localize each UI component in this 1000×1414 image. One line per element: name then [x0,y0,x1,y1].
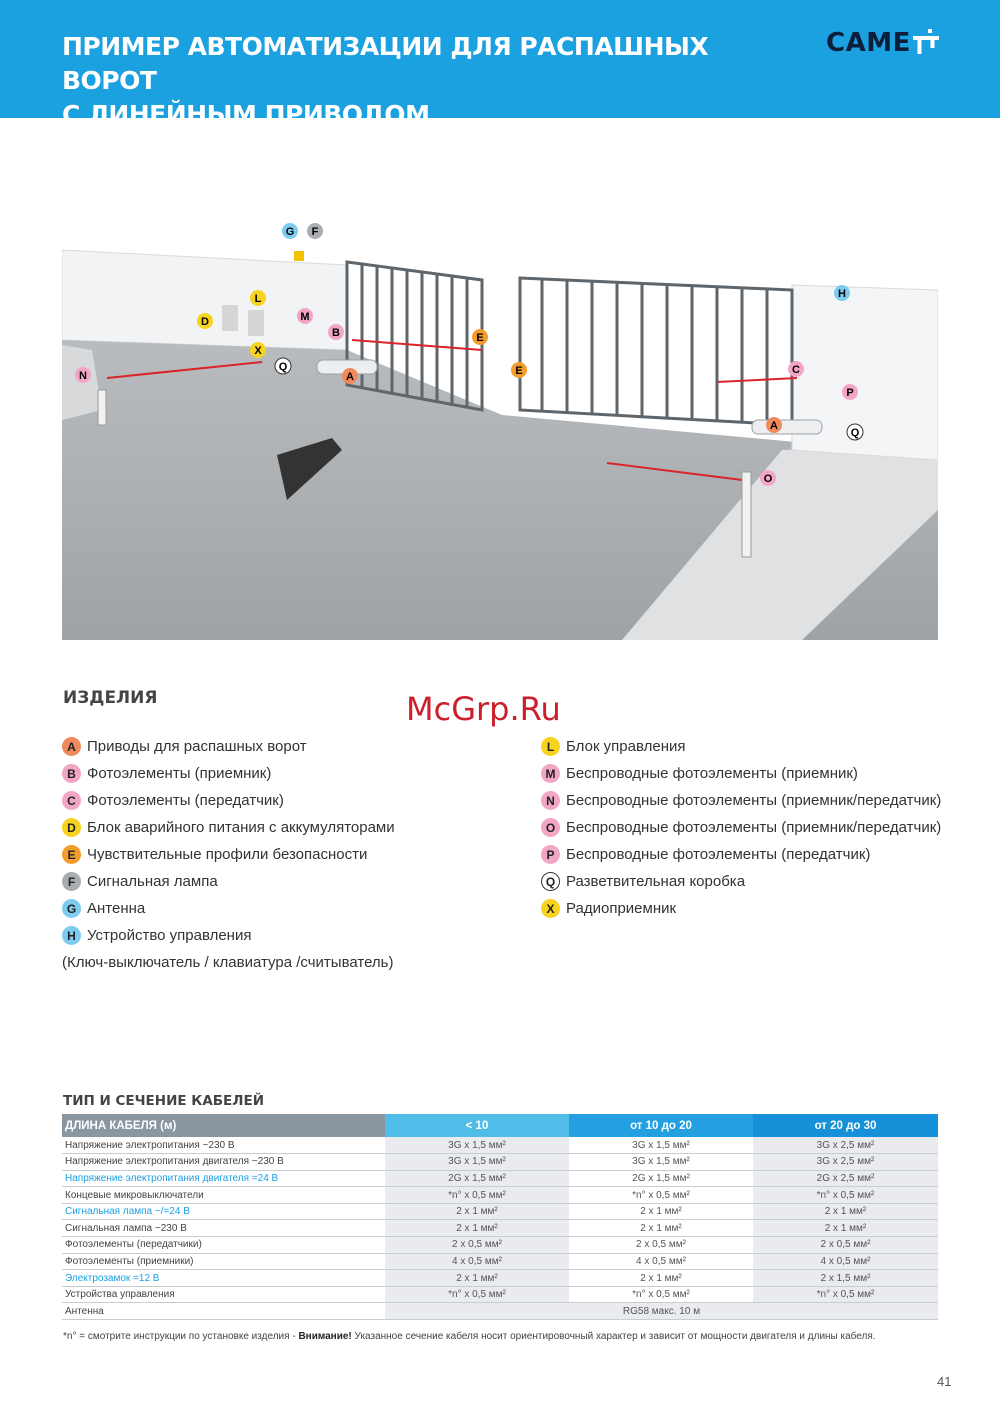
svg-text:Q: Q [278,361,288,373]
svg-text:E: E [515,365,523,377]
row-label: Напряжение электропитания ~230 В [62,1137,385,1154]
column-header: от 20 до 30 [753,1114,938,1137]
brand-logo: CAME [826,28,911,58]
svg-text:M: M [300,311,310,323]
watermark: McGrp.Ru [406,690,561,728]
table-cell: 2G x 2,5 мм² [753,1170,938,1187]
product-item [62,895,522,922]
footnote-rest: Указанное сечение кабеля носит ориентировочный характер и зависит от мощности двигателя и длины кабеля. [354,1331,876,1342]
svg-text:C: C [792,364,800,376]
svg-text:D: D [201,316,209,328]
table-cell: 2 x 0,5 мм² [753,1237,938,1254]
cables-title: ТИП И СЕЧЕНИЕ КАБЕЛЕЙ [63,1093,265,1109]
table-cell: *n° x 0,5 мм² [385,1187,569,1204]
table-row [62,1137,938,1154]
table-cell: 3G x 1,5 мм² [569,1137,753,1154]
products-title: ИЗДЕЛИЯ [63,688,158,708]
footnote [63,1331,876,1342]
page-title-line-2: С ЛИНЕЙНЫМ ПРИВОДОМ [62,100,430,129]
product-item [541,733,961,760]
column-header: ДЛИНА КАБЕЛЯ (м) [62,1114,385,1137]
table-cell: 2G x 1,5 мм² [569,1170,753,1187]
product-item [541,787,961,814]
svg-text:X: X [254,345,262,357]
svg-text:P: P [846,387,854,399]
products-list-left [62,733,522,976]
product-label: Чувствительные профили безопасности [87,846,368,863]
table-cell: 4 x 0,5 мм² [569,1253,753,1270]
svg-text:G: G [285,226,295,238]
table-cell: 2G x 1,5 мм² [385,1170,569,1187]
row-label: Фотоэлементы (приемники) [62,1253,385,1270]
product-label: Беспроводные фотоэлементы (приемник/передатчик) [566,792,942,809]
product-label: Фотоэлементы (приемник) [87,765,272,782]
table-cell: 2 x 1 мм² [569,1203,753,1220]
table-cell: 4 x 0,5 мм² [753,1253,938,1270]
product-label: Разветвительная коробка [566,873,746,890]
svg-text:Q: Q [850,427,860,439]
row-label: Концевые микровыключатели [62,1187,385,1204]
svg-text:A: A [346,371,354,383]
gate-automation-illustration [62,210,938,640]
product-badge: B [62,764,81,783]
product-item [62,868,522,895]
product-item [541,841,961,868]
svg-text:A: A [770,420,778,432]
column-header: < 10 [385,1114,569,1137]
page-title [62,30,762,132]
product-label: Антенна [87,900,146,917]
table-row [62,1286,938,1303]
table-row [62,1154,938,1171]
table-row [62,1170,938,1187]
product-badge: A [62,737,81,756]
table-cell: 3G x 2,5 мм² [753,1154,938,1171]
product-badge: P [541,845,560,864]
product-item [541,814,961,841]
product-item [541,895,961,922]
table-row [62,1270,938,1287]
svg-text:B: B [332,327,340,339]
row-label: Напряжение электропитания двигателя ~230 В [62,1154,385,1171]
table-row [62,1220,938,1237]
table-cell: *n° x 0,5 мм² [753,1286,938,1303]
table-row [62,1187,938,1204]
table-cell: 2 x 1 мм² [569,1220,753,1237]
table-cell: *n° x 0,5 мм² [569,1286,753,1303]
table-cell: 2 x 1 мм² [753,1220,938,1237]
product-badge: L [541,737,560,756]
product-badge: O [541,818,560,837]
table-cell: 2 x 1,5 мм² [753,1270,938,1287]
products-list-right [541,733,961,922]
svg-text:N: N [79,370,87,382]
product-item [62,787,522,814]
table-cell: *n° x 0,5 мм² [385,1286,569,1303]
product-badge: G [62,899,81,918]
product-label: Устройство управления [87,927,252,944]
cables-table [62,1114,938,1320]
product-badge: E [62,845,81,864]
svg-text:E: E [476,332,484,344]
product-item [62,841,522,868]
product-badge: C [62,791,81,810]
product-badge: M [541,764,560,783]
product-label: Фотоэлементы (передатчик) [87,792,284,809]
row-label: Фотоэлементы (передатчики) [62,1237,385,1254]
table-cell: 2 x 1 мм² [569,1270,753,1287]
table-cell: RG58 макс. 10 м [385,1303,938,1320]
table-row [62,1203,938,1220]
table-cell: 2 x 0,5 мм² [569,1237,753,1254]
table-cell: 3G x 1,5 мм² [385,1137,569,1154]
product-badge: N [541,791,560,810]
table-row [62,1253,938,1270]
row-label: Сигнальная лампа ~/=24 В [62,1203,385,1220]
row-label: Устройства управления [62,1286,385,1303]
brand-mark-icon [912,28,940,56]
product-item [62,733,522,760]
product-item [62,760,522,787]
product-label: Радиоприемник [566,900,677,917]
row-label: Сигнальная лампа ~230 В [62,1220,385,1237]
table-row [62,1303,938,1320]
product-label: Беспроводные фотоэлементы (приемник/передатчик) [566,819,942,836]
table-cell: 2 x 1 мм² [385,1203,569,1220]
table-cell: *n° x 0,5 мм² [569,1187,753,1204]
product-badge: F [62,872,81,891]
product-label: Беспроводные фотоэлементы (приемник) [566,765,858,782]
product-label: Беспроводные фотоэлементы (передатчик) [566,846,871,863]
page-number: 41 [937,1374,952,1389]
table-cell: *n° x 0,5 мм² [753,1187,938,1204]
svg-text:L: L [254,293,262,305]
svg-text:O: O [763,473,773,485]
product-item [541,760,961,787]
table-cell: 2 x 0,5 мм² [385,1237,569,1254]
table-cell: 2 x 1 мм² [385,1220,569,1237]
row-label: Антенна [62,1303,385,1320]
table-cell: 3G x 1,5 мм² [385,1154,569,1171]
footnote-text: *n° = смотрите инструкции по установке изделия - [63,1331,296,1342]
product-item [541,868,961,895]
product-note: (Ключ-выключатель / клавиатура /считыватель) [62,954,394,971]
product-badge: Q [541,872,560,891]
page-header [0,0,1000,129]
product-item [62,922,522,949]
svg-text:F: F [311,226,319,238]
product-label: Сигнальная лампа [87,873,218,890]
product-badge: D [62,818,81,837]
product-label: Блок аварийного питания с аккумуляторами [87,819,395,836]
table-cell: 3G x 1,5 мм² [569,1154,753,1171]
row-label: Электрозамок =12 В [62,1270,385,1287]
product-badge: H [62,926,81,945]
column-header: от 10 до 20 [569,1114,753,1137]
table-cell: 4 x 0,5 мм² [385,1253,569,1270]
table-row [62,1237,938,1254]
table-cell: 2 x 1 мм² [385,1270,569,1287]
table-header-row [62,1114,938,1137]
table-cell: 2 x 1 мм² [753,1203,938,1220]
product-label: Блок управления [566,738,686,755]
svg-text:H: H [838,288,846,300]
product-item [62,814,522,841]
row-label: Напряжение электропитания двигателя =24 В [62,1170,385,1187]
footnote-attention: Внимание! [298,1331,352,1342]
product-badge: X [541,899,560,918]
product-label: Приводы для распашных ворот [87,738,307,755]
page-title-line-1: ПРИМЕР АВТОМАТИЗАЦИИ ДЛЯ РАСПАШНЫХ ВОРОТ [62,32,709,95]
table-cell: 3G x 2,5 мм² [753,1137,938,1154]
